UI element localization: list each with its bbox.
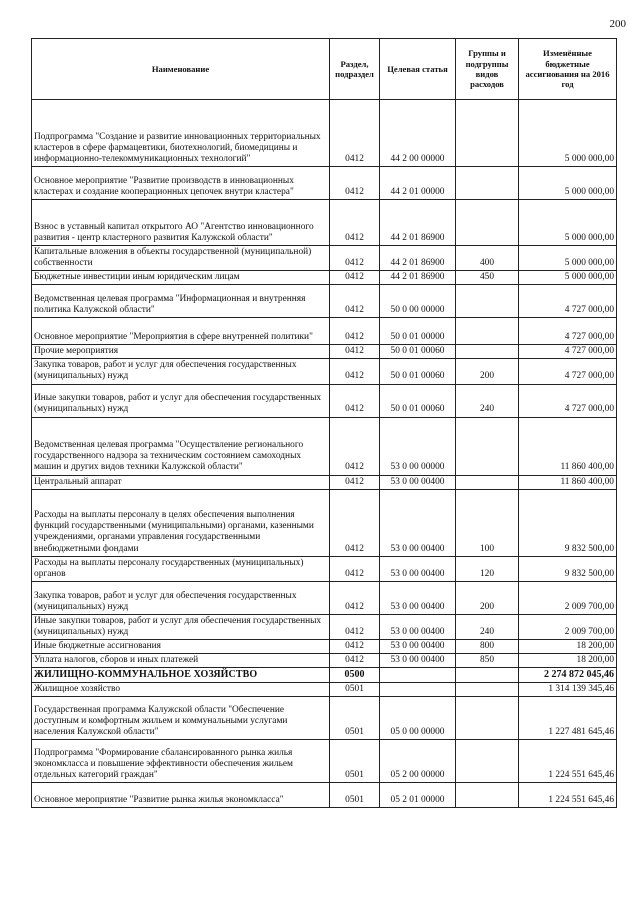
cell-section: 0412 (330, 384, 380, 417)
cell-section: 0412 (330, 556, 380, 581)
cell-amount: 4 727 000,00 (519, 318, 617, 345)
cell-group: 400 (456, 246, 519, 271)
cell-article: 44 2 01 86900 (380, 271, 456, 285)
cell-article: 50 0 01 00060 (380, 384, 456, 417)
cell-name: Государственная программа Калужской области "Обеспечение доступным и комфортным жильем и коммунальными услугами населения Калужской области" (32, 697, 330, 740)
cell-group (456, 475, 519, 489)
cell-name: ЖИЛИЩНО-КОММУНАЛЬНОЕ ХОЗЯЙСТВО (32, 668, 330, 683)
cell-article: 05 2 01 00000 (380, 783, 456, 808)
table-row (32, 489, 617, 556)
cell-section: 0412 (330, 167, 380, 200)
cell-name: Жилищное хозяйство (32, 683, 330, 697)
cell-amount: 4 727 000,00 (519, 359, 617, 384)
cell-name: Центральный аппарат (32, 475, 330, 489)
cell-group (456, 200, 519, 246)
cell-amount: 18 200,00 (519, 654, 617, 668)
cell-article: 44 2 01 86900 (380, 246, 456, 271)
cell-group: 850 (456, 654, 519, 668)
cell-amount: 2 274 872 045,46 (519, 668, 617, 683)
cell-amount: 1 224 551 645,46 (519, 740, 617, 783)
cell-section: 0412 (330, 489, 380, 556)
cell-name: Иные бюджетные ассигнования (32, 640, 330, 654)
cell-name: Бюджетные инвестиции иным юридическим лицам (32, 271, 330, 285)
header-group: Группы и подгруппы видов расходов (456, 39, 519, 100)
cell-article (380, 683, 456, 697)
table-row (32, 783, 617, 808)
cell-article: 44 2 01 86900 (380, 200, 456, 246)
table-row (32, 271, 617, 285)
cell-section: 0501 (330, 740, 380, 783)
cell-group (456, 783, 519, 808)
table-row (32, 285, 617, 318)
cell-section: 0412 (330, 640, 380, 654)
table-row (32, 683, 617, 697)
cell-amount: 1 227 481 645,46 (519, 697, 617, 740)
table-row (32, 640, 617, 654)
table-row (32, 417, 617, 475)
cell-section: 0412 (330, 359, 380, 384)
cell-article: 05 2 00 00000 (380, 740, 456, 783)
cell-amount: 1 224 551 645,46 (519, 783, 617, 808)
cell-amount: 11 860 400,00 (519, 417, 617, 475)
cell-name: Расходы на выплаты персоналу государственных (муниципальных) органов (32, 556, 330, 581)
cell-name: Уплата налогов, сборов и иных платежей (32, 654, 330, 668)
cell-article (380, 668, 456, 683)
cell-group: 240 (456, 614, 519, 639)
cell-amount: 5 000 000,00 (519, 271, 617, 285)
cell-article: 53 0 00 00400 (380, 581, 456, 614)
header-name: Наименование (32, 39, 330, 100)
cell-section: 0412 (330, 285, 380, 318)
cell-amount: 2 009 700,00 (519, 614, 617, 639)
cell-article: 53 0 00 00400 (380, 654, 456, 668)
cell-article: 50 0 01 00060 (380, 359, 456, 384)
cell-section: 0412 (330, 271, 380, 285)
cell-section: 0412 (330, 417, 380, 475)
cell-name: Ведомственная целевая программа "Информационная и внутренняя политика Калужской области" (32, 285, 330, 318)
cell-amount: 9 832 500,00 (519, 489, 617, 556)
cell-section: 0412 (330, 581, 380, 614)
cell-name: Основное мероприятие "Мероприятия в сфере внутренней политики" (32, 318, 330, 345)
cell-amount: 11 860 400,00 (519, 475, 617, 489)
cell-section: 0412 (330, 614, 380, 639)
table-row (32, 345, 617, 359)
cell-group (456, 668, 519, 683)
cell-name: Капитальные вложения в объекты государственной (муниципальной) собственности (32, 246, 330, 271)
cell-article: 50 0 01 00060 (380, 345, 456, 359)
cell-section: 0412 (330, 246, 380, 271)
cell-name: Ведомственная целевая программа "Осуществление регионального государственного надзора за техническим состоянием самоходных машин и других видов техники Калужской области" (32, 417, 330, 475)
cell-group: 200 (456, 581, 519, 614)
cell-section: 0501 (330, 683, 380, 697)
header-amount: Изменённые бюджетные ассигнования на 2016 год (519, 39, 617, 100)
cell-amount: 4 727 000,00 (519, 285, 617, 318)
cell-section: 0501 (330, 697, 380, 740)
cell-group (456, 285, 519, 318)
cell-section: 0412 (330, 318, 380, 345)
table-row (32, 475, 617, 489)
cell-amount: 5 000 000,00 (519, 167, 617, 200)
table-row (32, 384, 617, 417)
cell-amount: 18 200,00 (519, 640, 617, 654)
cell-group: 240 (456, 384, 519, 417)
table-row (32, 581, 617, 614)
cell-group (456, 318, 519, 345)
cell-name: Закупка товаров, работ и услуг для обеспечения государственных (муниципальных) нужд (32, 581, 330, 614)
table-row (32, 740, 617, 783)
cell-section: 0500 (330, 668, 380, 683)
table-row (32, 668, 617, 683)
page-number: 200 (609, 18, 626, 30)
cell-amount: 2 009 700,00 (519, 581, 617, 614)
cell-section: 0412 (330, 100, 380, 167)
cell-group (456, 100, 519, 167)
cell-article: 50 0 01 00000 (380, 318, 456, 345)
cell-name: Закупка товаров, работ и услуг для обеспечения государственных (муниципальных) нужд (32, 359, 330, 384)
cell-name: Иные закупки товаров, работ и услуг для обеспечения государственных (муниципальных) нужд (32, 614, 330, 639)
cell-group: 120 (456, 556, 519, 581)
cell-article: 05 0 00 00000 (380, 697, 456, 740)
table-row (32, 100, 617, 167)
table-row (32, 359, 617, 384)
budget-table (31, 38, 617, 808)
cell-group: 200 (456, 359, 519, 384)
table-row (32, 318, 617, 345)
header-section: Раздел, подраздел (330, 39, 380, 100)
cell-group: 100 (456, 489, 519, 556)
cell-article: 44 2 00 00000 (380, 100, 456, 167)
cell-name: Взнос в уставный капитал открытого АО "Агентство инновационного развития - центр кластерного развития Калужской области" (32, 200, 330, 246)
table-row (32, 654, 617, 668)
cell-section: 0501 (330, 783, 380, 808)
cell-article: 53 0 00 00400 (380, 640, 456, 654)
table-header-row (32, 39, 617, 100)
cell-section: 0412 (330, 654, 380, 668)
cell-section: 0412 (330, 475, 380, 489)
header-article: Целевая статья (380, 39, 456, 100)
cell-article: 53 0 00 00400 (380, 614, 456, 639)
cell-amount: 9 832 500,00 (519, 556, 617, 581)
cell-article: 53 0 00 00400 (380, 489, 456, 556)
cell-article: 53 0 00 00400 (380, 475, 456, 489)
cell-name: Подпрограмма "Формирование сбалансированного рынка жилья экономкласса и повышение эффективности обеспечения жильем отдельных категорий граждан" (32, 740, 330, 783)
cell-article: 53 0 00 00000 (380, 417, 456, 475)
cell-group: 450 (456, 271, 519, 285)
cell-amount: 4 727 000,00 (519, 345, 617, 359)
cell-name: Основное мероприятие "Развитие рынка жилья экономкласса" (32, 783, 330, 808)
cell-amount: 5 000 000,00 (519, 100, 617, 167)
cell-name: Подпрограмма "Создание и развитие инновационных территориальных кластеров в сфере фармацевтики, биотехнологий, биомедицины и информационно-телекоммуникационных технологий" (32, 100, 330, 167)
cell-amount: 5 000 000,00 (519, 246, 617, 271)
cell-amount: 1 314 139 345,46 (519, 683, 617, 697)
table-row (32, 246, 617, 271)
table-row (32, 614, 617, 639)
table-row (32, 167, 617, 200)
cell-amount: 4 727 000,00 (519, 384, 617, 417)
cell-article: 53 0 00 00400 (380, 556, 456, 581)
cell-group (456, 167, 519, 200)
cell-group (456, 683, 519, 697)
cell-name: Прочие мероприятия (32, 345, 330, 359)
cell-name: Основное мероприятие "Развитие производств в инновационных кластерах и создание кооперационных цепочек внутри кластера" (32, 167, 330, 200)
cell-name: Расходы на выплаты персоналу в целях обеспечения выполнения функций государственными (муниципальными) органами, казенными учреждениями, органами управления государственными внебюджетными фондами (32, 489, 330, 556)
cell-group (456, 417, 519, 475)
cell-name: Иные закупки товаров, работ и услуг для обеспечения государственных (муниципальных) нужд (32, 384, 330, 417)
table-row (32, 200, 617, 246)
cell-amount: 5 000 000,00 (519, 200, 617, 246)
cell-article: 50 0 00 00000 (380, 285, 456, 318)
cell-group (456, 740, 519, 783)
cell-group (456, 345, 519, 359)
cell-group (456, 697, 519, 740)
cell-group: 800 (456, 640, 519, 654)
cell-section: 0412 (330, 200, 380, 246)
table-row (32, 556, 617, 581)
table-row (32, 697, 617, 740)
cell-section: 0412 (330, 345, 380, 359)
cell-article: 44 2 01 00000 (380, 167, 456, 200)
